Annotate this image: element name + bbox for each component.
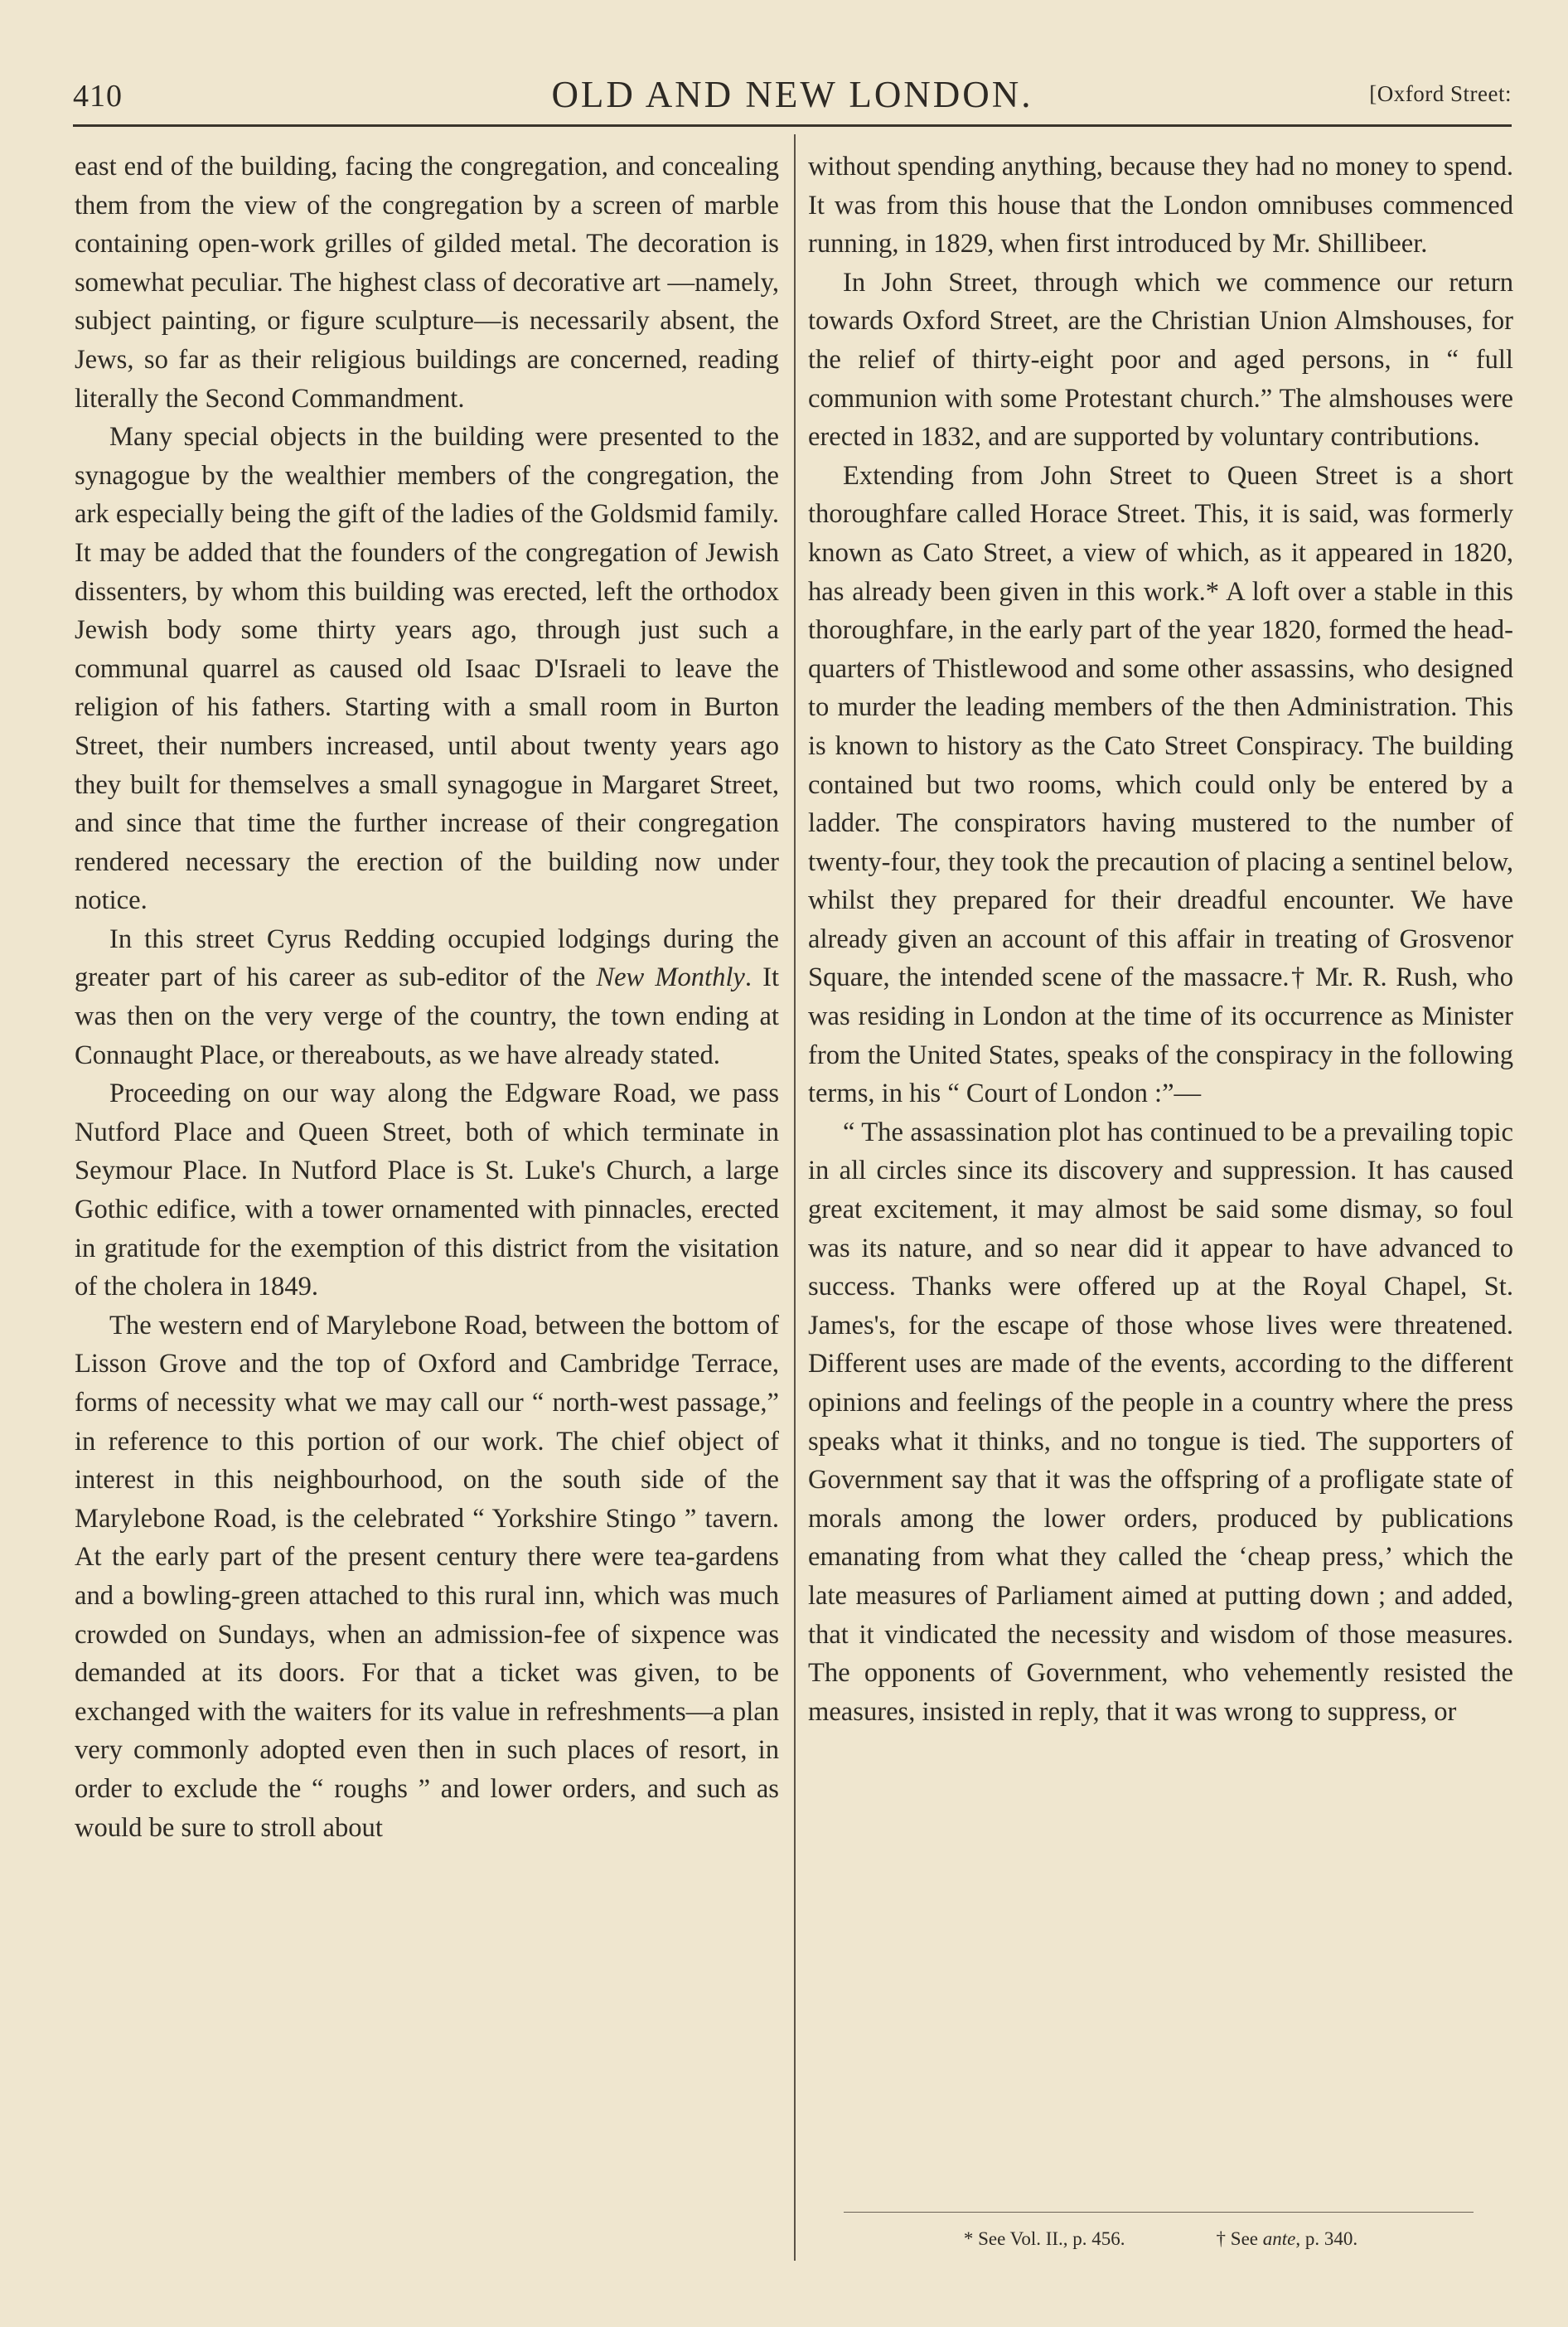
- footnote-text: , p. 340.: [1295, 2228, 1358, 2249]
- paragraph: [75, 920, 779, 1074]
- paragraph: “ The assassination plot has continued to be a prevailing topic in all circles since its discovery and suppression. It has caused great excitement, it may almost be said some dismay, so foul was its nature, and so near did it appear to have advanced to success. Thanks were offered up at the Royal Chapel, St. James's, for the escape of those whose lives were threatened. Different uses are made of the events, according to the different opinions and feelings of the people in a country where the press speaks what it thinks, and no tongue is tied. The supporters of Government say that it was the offspring of a profligate state of morals among the lower orders, produced by publications emanating from what they called the ‘cheap press,’ which the late measures of Parliament aimed at putting down ; and added, that it vindicated the necessity and wisdom of those measures. The opponents of Government, who vehemently resisted the measures, insisted in reply, that it was wrong to suppress, or: [808, 1117, 1513, 1727]
- column-divider: [794, 134, 796, 2261]
- italic-title: New Monthly: [596, 962, 745, 993]
- section-label: [Oxford Street:: [1369, 81, 1512, 106]
- left-column: [75, 148, 779, 1847]
- right-column: [808, 148, 1513, 1731]
- paragraph: without spending anything, because they had no money to spend. It was from this house that the London omnibuses commenced running, in 1829, when first introduced by Mr. Shillibeer.: [808, 152, 1513, 259]
- paragraph: In John Street, through which we commence our return towards Oxford Street, are the Christian Union Almshouses, for the relief of thirty-eight poor and aged persons, in “ full communion with some Protestant church.” The almshouses were erected in 1832, and are supported by voluntary contributions.: [808, 267, 1513, 453]
- paragraph: east end of the building, facing the congregation, and concealing them from the view of the congregation by a screen of marble containing open-work grilles of gilded metal. The decoration is somewhat peculiar. The highest class of decorative art —namely, subject painting, or figure sculpture—is necessarily absent, the Jews, so far as their religious buildings are concerned, reading literally the Second Commandment.: [75, 152, 779, 414]
- footnotes: [808, 2228, 1513, 2250]
- page-header: [73, 70, 1512, 121]
- footnote: * See Vol. II., p. 456.: [963, 2228, 1125, 2249]
- paragraph: Proceeding on our way along the Edgware Road, we pass Nutford Place and Queen Street, both of which terminate in Seymour Place. In Nutford Place is St. Luke's Church, a large Gothic edifice, with a tower ornamented with pinnacles, erected in gratitude for the exemption of this district from the visitation of the cholera in 1849.: [75, 1079, 779, 1302]
- header-rule: [73, 124, 1512, 127]
- running-title: OLD AND NEW LONDON.: [551, 74, 1033, 115]
- paragraph: The western end of Marylebone Road, between the bottom of Lisson Grove and the top of Oxford and Cambridge Terrace, forms of necessity what we may call our “ north-west passage,” in reference to this portion of our work. The chief object of interest in this neighbourhood, on the south side of the Marylebone Road, is the celebrated “ Yorkshire Stingo ” tavern. At the early part of the present century there were tea-gardens and a bowling-green attached to this rural inn, which was much crowded on Sundays, when an admission-fee of sixpence was demanded at its doors. For that a ticket was given, to be exchanged with the waiters for its value in refreshments—a plan very commonly adopted even then in such places of resort, in order to exclude the “ roughs ” and lower orders, and such as would be sure to stroll about: [75, 1310, 779, 1843]
- paragraph: Many special objects in the building were presented to the synagogue by the wealthier members of the congregation, the ark especially being the gift of the ladies of the Goldsmid family. It may be added that the founders of the congregation of Jewish dissenters, by whom this building was erected, left the orthodox Jewish body some thirty years ago, through just such a communal quarrel as caused old Isaac D'Israeli to leave the religion of his fathers. Starting with a small room in Burton Street, their numbers increased, until about twenty years ago they built for themselves a small synagogue in Margaret Street, and since that time the further increase of their congregation rendered necessary the erection of the building now under notice.: [75, 422, 779, 916]
- footnote-italic: ante: [1262, 2228, 1296, 2249]
- paragraph-text: . It was then on the very verge of the country, the town ending at Connaught Place, or thereabouts, as we have already stated.: [75, 962, 779, 1070]
- paragraph: Extending from John Street to Queen Street is a short thoroughfare called Horace Street. This, it is said, was formerly known as Cato Street, a view of which, as it appeared in 1820, has already been given in this work.* A loft over a stable in this thoroughfare, in the early part of the year 1820, formed the head-quarters of Thistlewood and some other assassins, who designed to murder the leading members of the then Administration. This is known to history as the Cato Street Conspiracy. The building contained but two rooms, which could only be entered by a ladder. The conspirators having mustered to the number of twenty-four, they took the precaution of placing a sentinel below, whilst they prepared for their dreadful encounter. We have already given an account of this affair in treating of Grosvenor Square, the intended scene of the massacre.† Mr. R. Rush, who was residing in London at the time of its occurrence as Minister from the United States, speaks of the conspiracy in the following terms, in his “ Court of London :”—: [808, 460, 1513, 1109]
- footnote-text: † See: [1216, 2228, 1263, 2249]
- footnote: [1217, 2228, 1358, 2250]
- footnote-rule: [844, 2212, 1474, 2213]
- page-number: 410: [73, 79, 123, 114]
- paragraph-text: In this street Cyrus Redding occupied lodgings during the greater part of his career as sub-editor of the: [75, 924, 779, 993]
